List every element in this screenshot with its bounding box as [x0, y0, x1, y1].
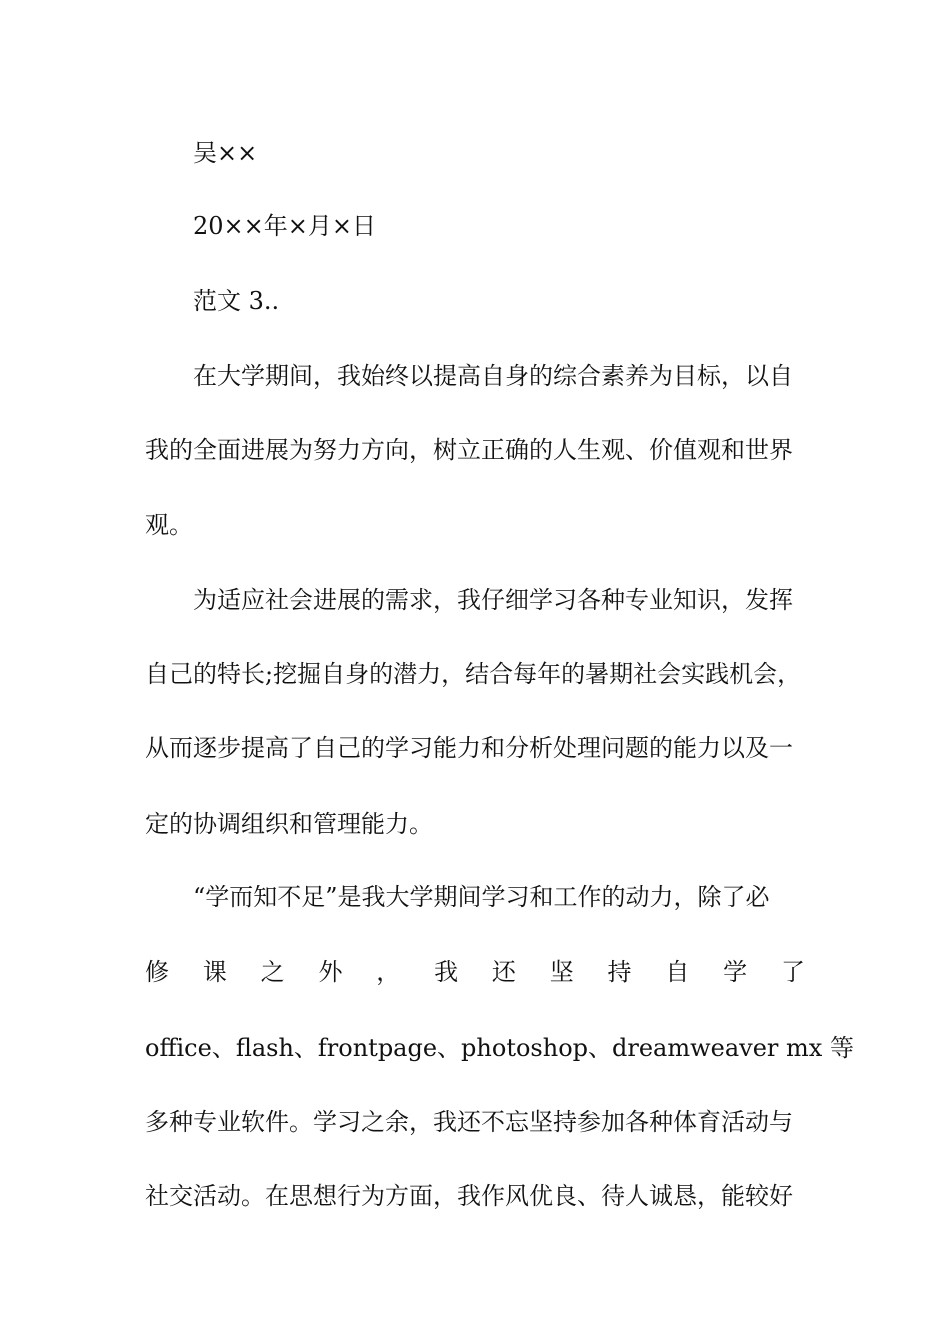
paragraph-3-line-3: office、flash、frontpage、photoshop、dreamweaver mx 等	[145, 1034, 854, 1062]
justified-char: 自	[665, 958, 690, 986]
section-title: 范文 3..	[193, 287, 280, 315]
justified-char: 了	[780, 958, 805, 986]
paragraph-3-line-1: “学而知不足”是我大学期间学习和工作的动力，除了必	[193, 883, 770, 911]
justified-char: ，	[376, 958, 401, 986]
justified-char: 坚	[549, 958, 574, 986]
justified-char: 学	[723, 958, 748, 986]
justified-char: 修	[145, 958, 169, 986]
justified-char: 我	[434, 958, 459, 986]
paragraph-1-line-1: 在大学期间，我始终以提高自身的综合素养为目标，以自	[193, 362, 793, 390]
paragraph-3-line-2	[145, 952, 805, 992]
justified-char: 之	[260, 958, 285, 986]
justified-char: 外	[318, 958, 343, 986]
paragraph-3-line-5: 社交活动。在思想行为方面，我作风优良、待人诚恳，能较好	[145, 1182, 793, 1210]
paragraph-2-line-1: 为适应社会进展的需求，我仔细学习各种专业知识，发挥	[193, 586, 793, 614]
paragraph-2-line-2: 自己的特长;挖掘自身的潜力，结合每年的暑期社会实践机会，	[145, 660, 802, 688]
paragraph-1-line-3: 观。	[145, 511, 193, 539]
paragraph-1-line-2: 我的全面进展为努力方向，树立正确的人生观、价值观和世界	[145, 436, 793, 464]
date-line: 20××年×月×日	[193, 212, 376, 240]
signature-name: 吴××	[193, 139, 258, 167]
paragraph-2-line-4: 定的协调组织和管理能力。	[145, 810, 433, 838]
justified-char: 还	[491, 958, 516, 986]
paragraph-3-line-4: 多种专业软件。学习之余，我还不忘坚持参加各种体育活动与	[145, 1108, 793, 1136]
paragraph-2-line-3: 从而逐步提高了自己的学习能力和分析处理问题的能力以及一	[145, 734, 793, 762]
justified-char: 持	[607, 958, 632, 986]
justified-char: 课	[202, 958, 227, 986]
